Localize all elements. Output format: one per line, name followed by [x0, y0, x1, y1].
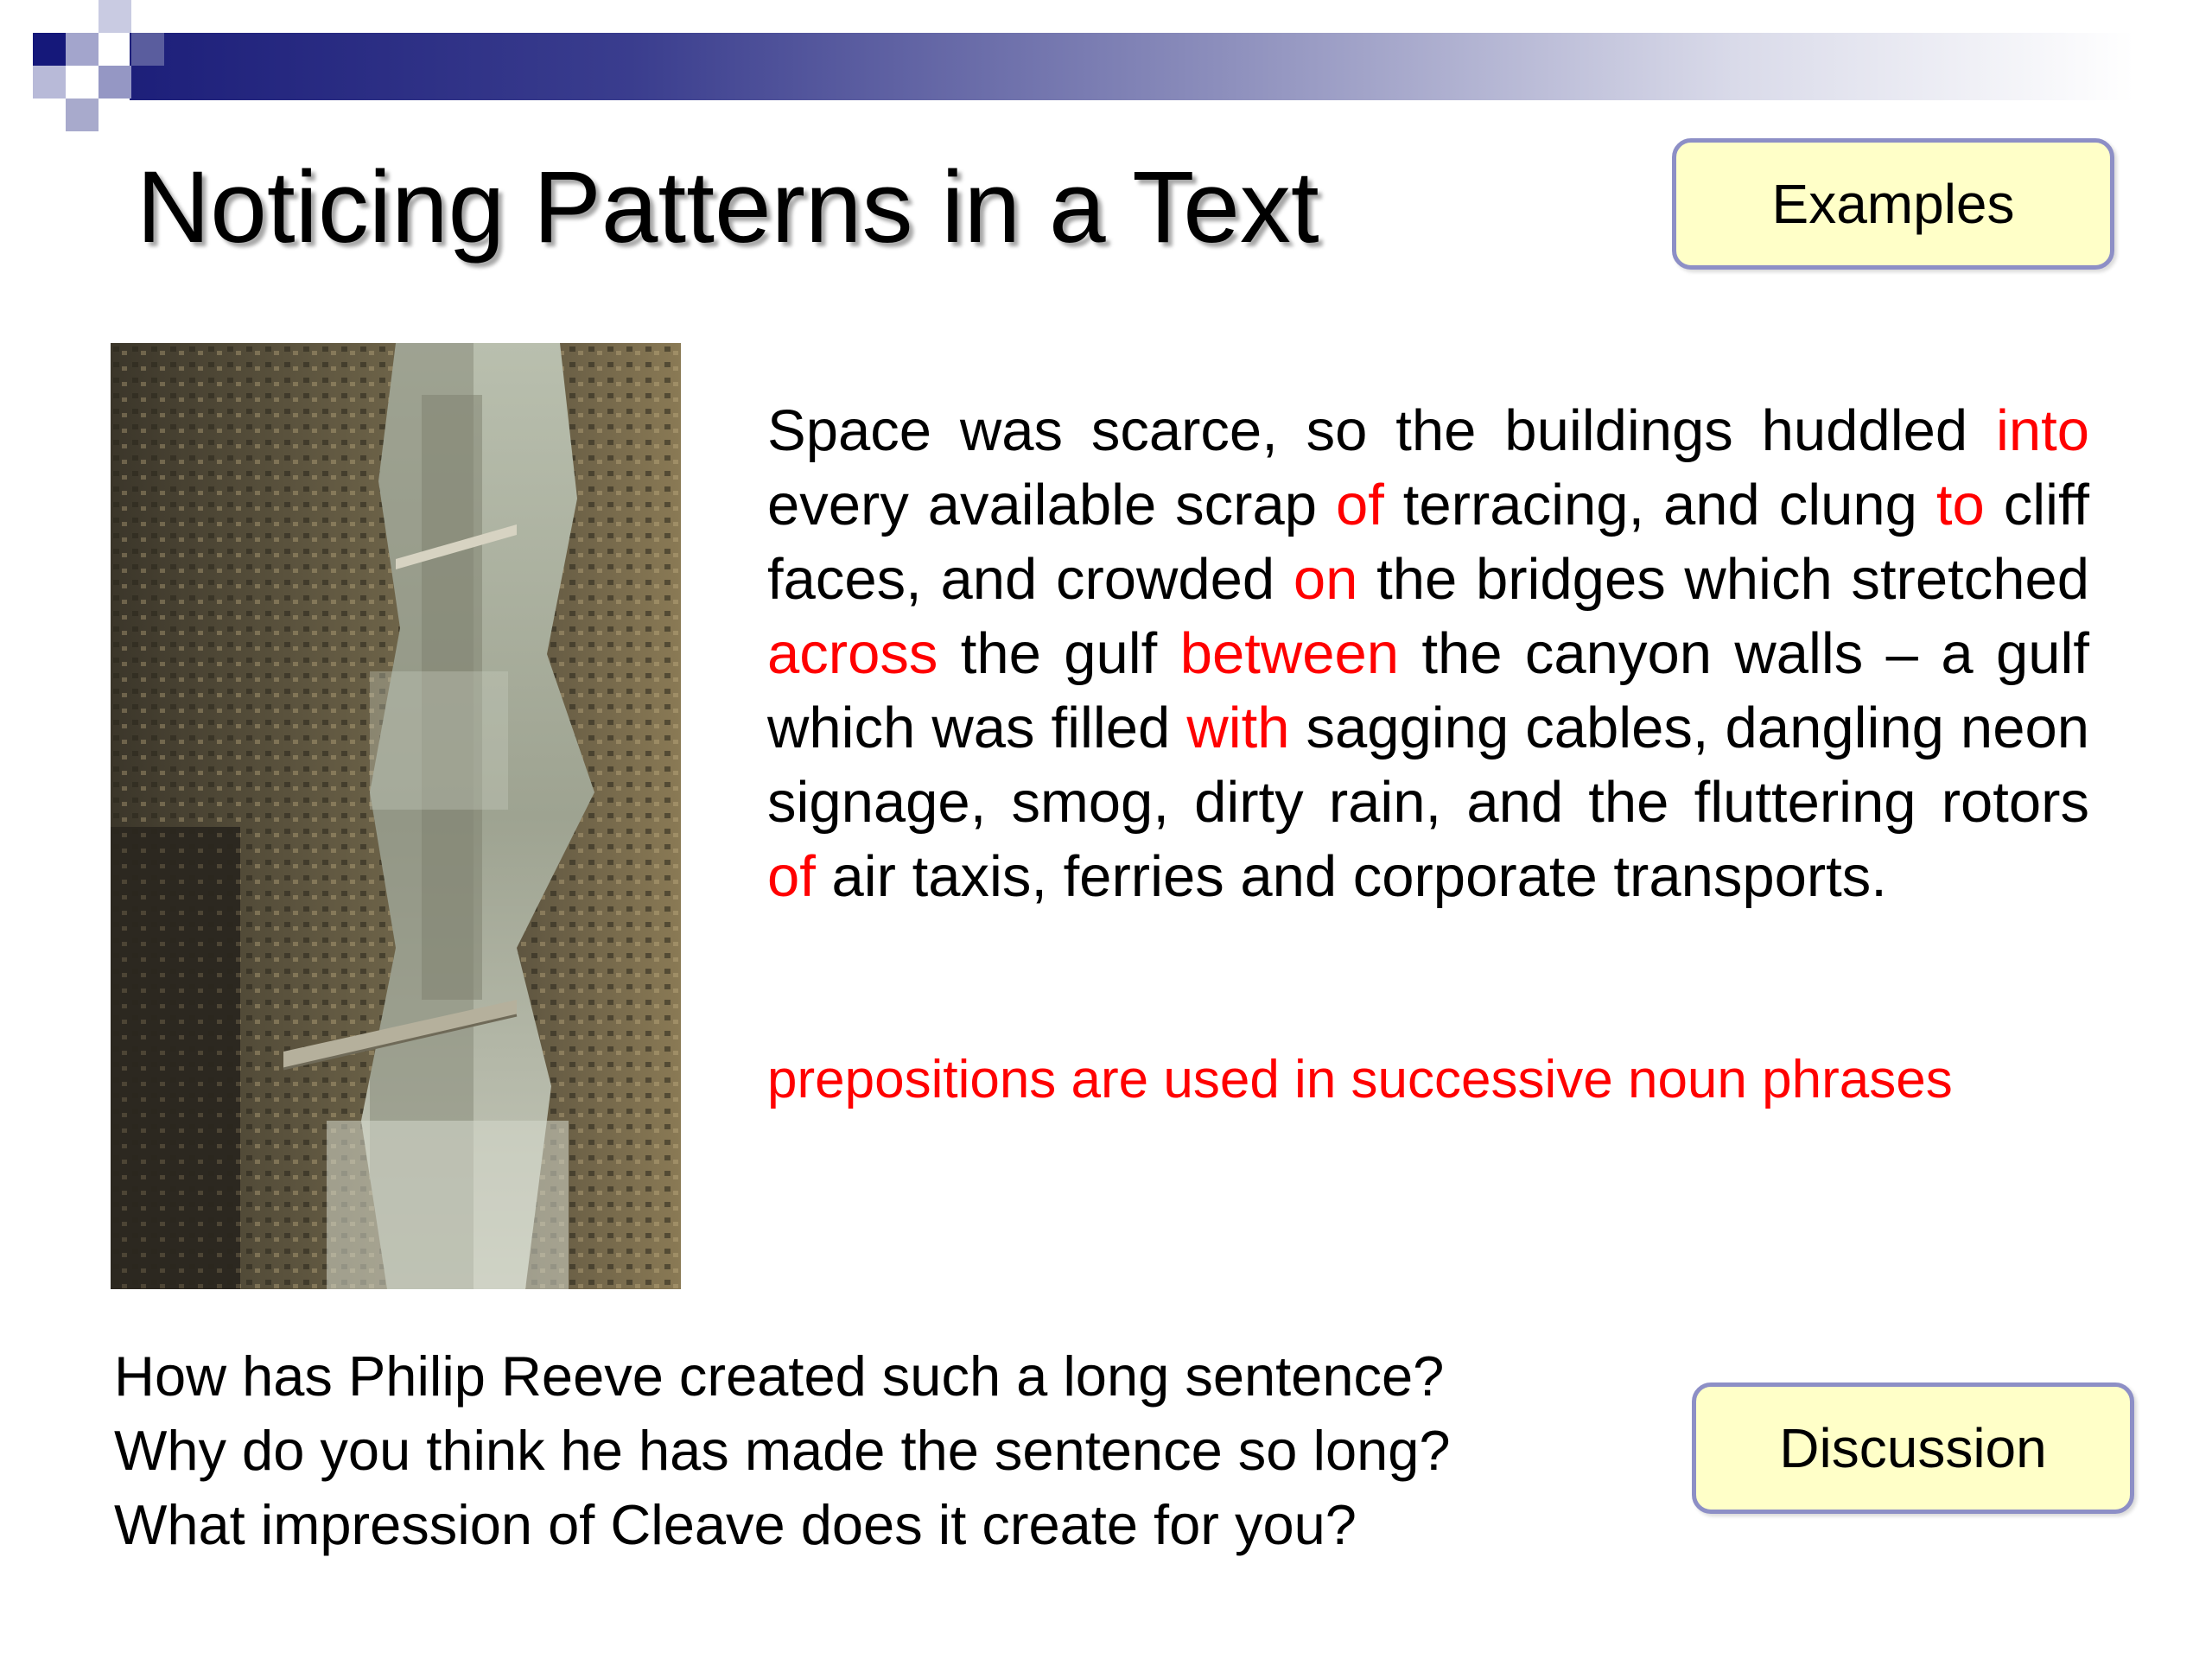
highlighted-preposition: into [1995, 398, 2089, 463]
highlighted-preposition: with [1186, 696, 1290, 760]
passage-text: terracing, and clung [1383, 473, 1936, 537]
page-title: Noticing Patterns in a Text [137, 150, 1319, 264]
discussion-questions [114, 1339, 1652, 1562]
passage-text: every available scrap [767, 473, 1336, 537]
examples-button[interactable]: Examples [1672, 138, 2114, 270]
passage-text: Space was scarce, so the buildings huddled [767, 398, 1996, 463]
header-square [33, 33, 66, 66]
highlighted-preposition: to [1936, 473, 1985, 537]
city-canyon-image [111, 343, 681, 1289]
question-line: Why do you think he has made the sentence so long? [114, 1419, 1451, 1482]
header-square [33, 66, 66, 99]
highlighted-preposition: of [1335, 473, 1384, 537]
passage-text: the gulf [938, 621, 1180, 686]
highlighted-preposition: on [1293, 547, 1358, 612]
highlighted-preposition: between [1179, 621, 1399, 686]
passage-text: the canyon walls – a gulf which was filled [767, 621, 2089, 760]
header-gradient-bar [130, 33, 2134, 100]
highlighted-preposition: across [767, 621, 938, 686]
header-square [66, 99, 99, 131]
discussion-button[interactable]: Discussion [1692, 1382, 2134, 1514]
grammar-note: prepositions are used in successive noun phrases [767, 1050, 1953, 1109]
header-square [99, 66, 131, 99]
question-line: How has Philip Reeve created such a long sentence? [114, 1344, 1445, 1408]
passage-text: the bridges which stretched [1357, 547, 2089, 612]
header-square [66, 33, 99, 66]
passage-text: cliff faces, and crowded [767, 473, 2089, 612]
example-passage [767, 394, 2089, 914]
header-square [99, 0, 131, 33]
question-line: What impression of Cleave does it create for you? [114, 1493, 1357, 1556]
header-square [0, 0, 33, 33]
passage-text: air taxis, ferries and corporate transports. [815, 844, 1887, 909]
highlighted-preposition: of [767, 844, 816, 909]
header-square [131, 33, 164, 66]
passage-text: sagging cables, dangling neon signage, smog, dirty rain, and the fluttering rotors [767, 696, 2089, 835]
